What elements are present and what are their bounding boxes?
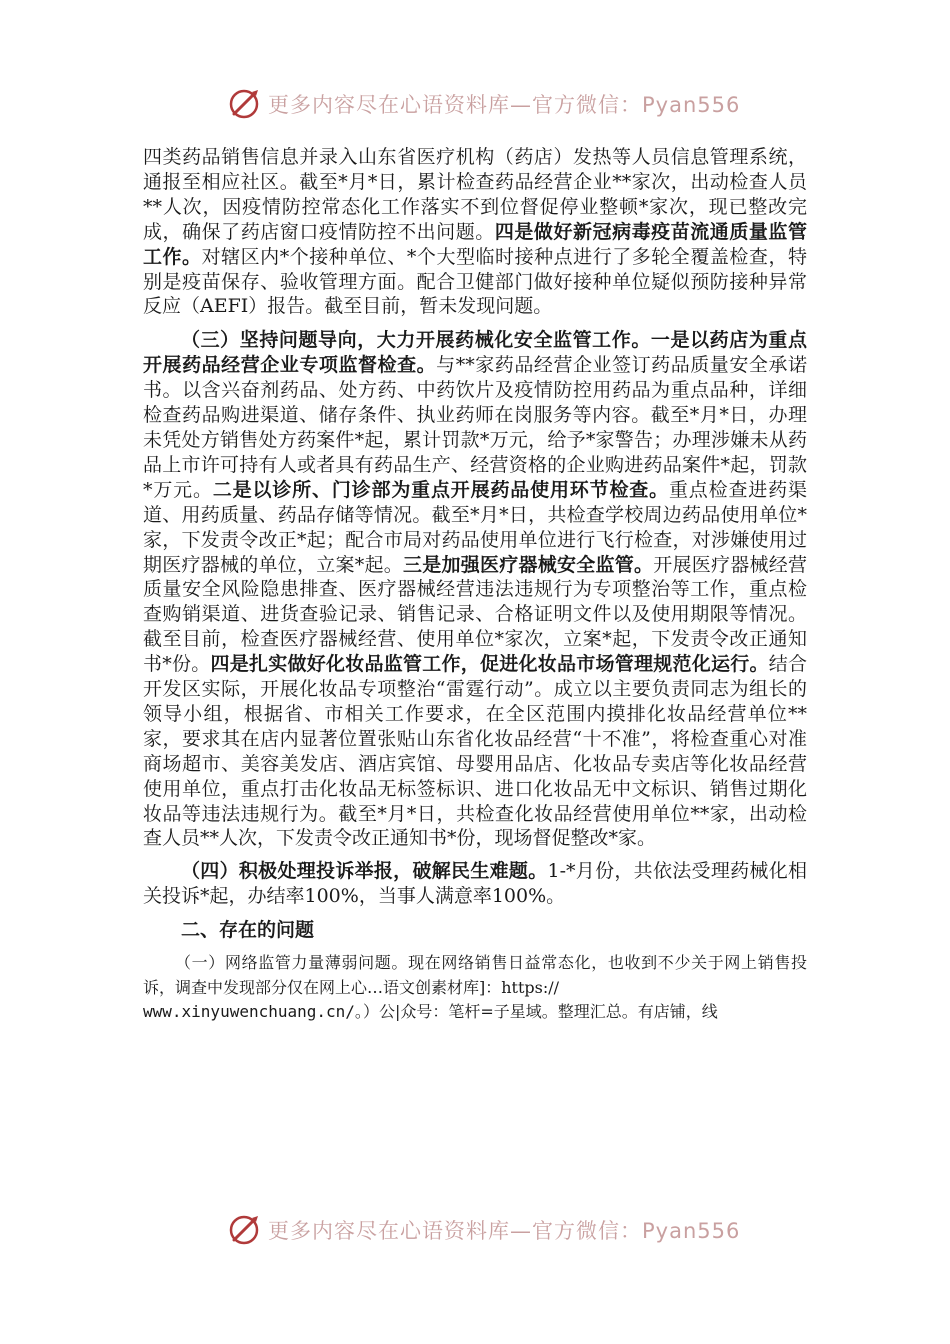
document-body [143,145,807,1025]
footer-watermark-banner [228,1210,740,1250]
bold-subheading: （三）坚持问题导向，大力开展药械化安全监管工作。一是以药店为重点开展药品经营企业专项监督检查。 [143,329,807,377]
paragraph-text: 重点检查进药渠道、用药质量、药品存储等情况。截至*月*日，共检查学校周边药品使用单位*家，下发责令改正*起；配合市局对药品使用单位进行飞行检查，对涉嫌使用过期医疗器械的单位，立案*起。 [143,478,807,576]
paragraph-text: 结合开发区实际，开展化妆品专项整治“雷霆行动”。成立以主要负责同志为组长的领导小组，根据省、市相关工作要求，在全区范围内摸排化妆品经营单位**家，要求其在店内显著位置张贴山东省化妆品经营“十不准”，将检查重心对准商场超市、美容美发店、酒店宾馆、母婴用品店、化妆品专卖店等化妆品经营使用单位，重点打击化妆品无标签标识、进口化妆品无中文标识、销售过期化妆品等违法违规行为。截至*月*日，共检查化妆品经营使用单位**家，出动检查人员**人次，下发责令改正通知书*份，现场督促整改*家。 [143,653,807,850]
watermark-text: 更多内容尽在心语资料库—官方微信：Pyan556 [268,1219,741,1243]
url-text: www.xinyuwenchuang.cn/。 [143,1002,363,1022]
paragraph-text: 开展医疗器械经营质量安全风险隐患排查、医疗器械经营违法违规行为专项整治等工作，重点检查购销渠道、进货查验记录、销售记录、合格证明文件以及使用期限等情况。截至目前，检查医疗器械经营、使用单位*家次，立案*起，下发责令改正通知书*份。 [143,553,807,676]
paragraph-section-4 [143,859,807,909]
paragraph-text: 四类药品销售信息并录入山东省医疗机构（药店）发热等人员信息管理系统，通报至相应社区。截至*月*日，累计检查药品经营企业**家次，出动检查人员**人次，因疫情防控常态化工作落实不到位督促停业整顿*家次，现已整改完成，确保了药店窗口疫情防控不出问题。 [143,146,807,243]
paragraph-problem-1-cont [143,1000,807,1025]
bold-subheading: 二是以诊所、门诊部为重点开展药品使用环节检查。 [212,478,669,501]
paragraph-text: 1-*月份，共依法受理药械化相关投诉*起，办结率100%，当事人满意率100%。 [143,860,807,908]
paragraph-text: 对辖区内*个接种单位、*个大型临时接种点进行了多轮全覆盖检查，特别是疫苗保存、验收管理方面。配合卫健部门做好接种单位疑似预防接种异常反应（AEFI）报告。截至目前，暂未发现问题。 [143,245,807,318]
paragraph-continued [143,145,807,319]
paragraph-problem-1: （一）网络监管力量薄弱问题。现在网络销售日益常态化，也收到不少关于网上销售投诉，调查中发现部分仅在网上心…语文创素材库]：https:// [143,953,807,997]
pen-logo-icon [228,87,262,121]
header-watermark-banner [228,84,740,124]
paragraph-section-3 [143,328,807,851]
bold-subheading: 四是做好新冠病毒疫苗流通质量监管工作。 [143,220,807,268]
bold-subheading: （四）积极处理投诉举报，破解民生难题。 [181,860,548,883]
paragraph-text: 与**家药品经营企业签订药品质量安全承诺书。以含兴奋剂药品、处方药、中药饮片及疫情防控用药品为重点品种，详细检查药品购进渠道、储存条件、执业药师在岗服务等内容。截至*月*日，办理未凭处方销售处方药案件*起，累计罚款*万元，给予*家警告；办理涉嫌未从药品上市许可持有人或者具有药品生产、经营资格的企业购进药品案件*起，罚款*万元。 [143,354,807,501]
watermark-text: 更多内容尽在心语资料库—官方微信：Pyan556 [268,93,741,117]
bold-subheading: 三是加强医疗器械安全监管。 [402,553,654,576]
section-heading: 二、存在的问题 [181,919,315,942]
pen-logo-icon [228,1213,262,1247]
paragraph-text: ）公|众号：笔杆=子星域。整理汇总。有店铺，线 [362,1002,718,1022]
bold-subheading: 四是扎实做好化妆品监管工作，促进化妆品市场管理规范化运行。 [210,653,769,676]
